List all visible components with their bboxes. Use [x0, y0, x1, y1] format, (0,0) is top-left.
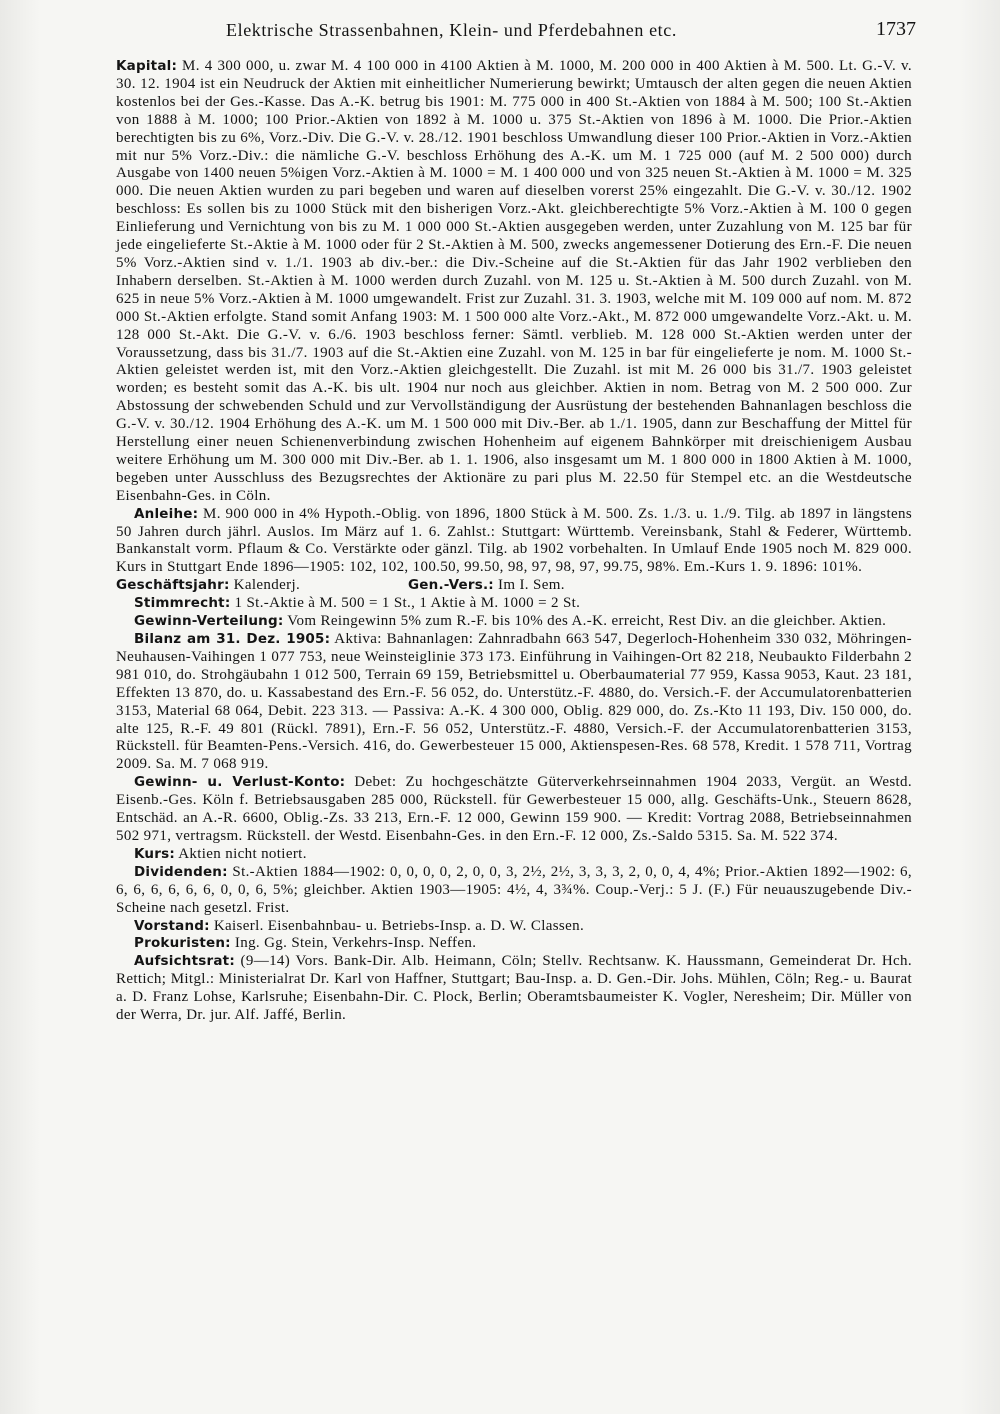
- geschaeftsjahr-genvers-row: [116, 577, 912, 595]
- running-title: Elektrische Strassenbahnen, Klein- und Pferdebahnen etc.: [226, 20, 677, 40]
- gen-vers-text: Im I. Sem.: [498, 577, 565, 594]
- prokuristen-label: Prokuristen:: [134, 935, 231, 952]
- aufsichtsrat-entry: [116, 953, 912, 1025]
- anleihe-label: Anleihe:: [134, 505, 199, 522]
- bilanz-text: Aktiva: Bahnanlagen: Zahnradbahn 663 547, Degerloch-Hohenheim 330 032, Möhringen-Neuhausen-Vaihingen 1 077 753, neue Weinsteiglinie 373 173. Einführung in Vaihingen-Ort 82 218, Neubaukto Filderbahn 2 981 010, do. Strohgäubahn 1 012 500, Terrain 69 159, Betriebsmittel u. Oberbaumaterial 77 959, Kassa 9053, Kaut. 23 181, Effekten 13 870, do. u. Kassabestand des Ern.-F. 56 052, do. Unterstütz.-F. 4880, do. Versich.-F. der Accumulatorenbatterien 3153, Material 68 064, Debit. 223 313. — Passiva: A.-K. 4 300 000, Oblig. 829 000, do. Zs.-Kto 11 193, Div. 150 000, do. alte 125, R.-F. 49 801 (Rückl. 7891), Ern.-F. 56 052, Unterstütz.-F. 4880, Versich.-F. der Accumulatorenbatterien 3153, Rückstell. für Beamten-Pens.-Versich. 416, do. Gewerbesteuer 15 000, Aktienspesen-Res. 68 578, Kredit. 1 578 711, Vortrag 2009. Sa. M. 7 068 919.: [116, 631, 912, 773]
- page-header: [116, 14, 916, 58]
- stimmrecht-entry: [116, 595, 912, 613]
- kurs-text: Aktien nicht notiert.: [178, 845, 307, 862]
- gewinn-verteilung-label: Gewinn-Verteilung:: [134, 613, 284, 630]
- geschaeftsjahr-label: Geschäftsjahr:: [116, 577, 230, 594]
- aufsichtsrat-label: Aufsichtsrat:: [134, 953, 235, 970]
- gewinn-verlust-text: Debet: Zu hochgeschätzte Güterverkehrseinnahmen 1904 2033, Vergüt. an Westd. Eisenb.-Ges. Köln f. Betriebsausgaben 285 000, Rückstell. für Gewerbesteuer 15 000, allg. Geschäfts-Unk., Steuern 8628, Entschäd. an A.-R. 6600, Oblig.-Zs. 33 213, Ern.-F. 12 000, Gewinn 159 900. — Kredit: Vortrag 2088, Betriebseinnahmen 502 971, vertragsm. Rückstell. der Westd. Eisenbahn-Ges. in den Ern.-F. 12 000, Zs.-Saldo 5315. Sa. M. 522 374.: [116, 774, 913, 844]
- anleihe-text: M. 900 000 in 4% Hypoth.-Oblig. von 1896, 1800 Stück à M. 500. Zs. 1./3. u. 1./9. Tilg. ab 1897 in längstens 50 Jahren durch jährl. Auslos. Im März auf 1. 6. Zahlst.: Stuttgart: Württemb. Vereinsbank, Stahl & Federer, Württemb. Bankanstalt vorm. Pflaum & Co. Verstärkte oder gänzl. Tilg. ab 1902 vorbehalten. In Umlauf Ende 1905 noch M. 829 000. Kurs in Stuttgart Ende 1896—1905: 102, 102, 100.50, 99.50, 98, 97, 98, 97, 99.75, 98%. Em.-Kurs 1. 9. 1896: 101%.: [116, 505, 913, 576]
- geschaeftsjahr-entry: [116, 577, 408, 595]
- kapital-entry: [116, 58, 912, 506]
- article-body: [116, 58, 912, 1025]
- kurs-label: Kurs:: [134, 845, 175, 862]
- vorstand-label: Vorstand:: [134, 917, 210, 934]
- kapital-label: Kapital:: [116, 58, 178, 74]
- gewinn-verteilung-text: Vom Reingewinn 5% zum R.-F. bis 10% des A.-K. erreicht, Rest Div. an die gleichber. Aktien.: [287, 613, 887, 630]
- gewinn-verlust-entry: [116, 774, 912, 846]
- gewinn-verlust-label: Gewinn- u. Verlust-Konto:: [134, 774, 346, 791]
- bilanz-label: Bilanz am 31. Dez. 1905:: [134, 631, 331, 647]
- dividenden-text: St.-Aktien 1884—1902: 0, 0, 0, 0, 2, 0, 0, 3, 2½, 2½, 3, 3, 3, 2, 0, 0, 4, 4%; Prior.-Aktien 1892—1902: 6, 6, 6, 6, 6, 6, 6, 0, 0, 6, 5%; gleichber. Aktien 1903—1905: 4½, 4, 3¾%. Coup.-Verj.: 5 J. (F.) Für neuauszugebende Div.-Scheine nach gesetzl. Frist.: [116, 863, 912, 916]
- page-number: 1737: [876, 18, 916, 40]
- dividenden-label: Dividenden:: [134, 863, 228, 880]
- anleihe-entry: [116, 506, 912, 578]
- kurs-entry: [116, 846, 912, 864]
- stimmrecht-label: Stimmrecht:: [134, 595, 231, 612]
- kapital-text: M. 4 300 000, u. zwar M. 4 100 000 in 4100 Aktien à M. 1000, M. 200 000 in 400 Aktien à M. 500. Lt. G.-V. v. 30. 12. 1904 ist ein Neudruck der Aktien mit einheitlicher Numerierung bewirkt; Umtausch der alten gegen die neuen Aktien kostenlos bei der Ges.-Kasse. Das A.-K. betrug bis 1901: M. 775 000 in 400 St.-Aktien von 1884 à M. 500; 100 St.-Aktien von 1888 à M. 1000; 100 Prior.-Aktien von 1892 à M. 1000 u. 375 St.-Aktien von 1896 à M. 1000. Die Prior.-Aktien berechtigten bis zu 6%, Vorz.-Div. Die G.-V. v. 28./12. 1901 beschloss Umwandlung dieser 100 Prior.-Aktien in Vorz.-Aktien mit nur 5% Vorz.-Div.: die nämliche G.-V. beschloss Erhöhung des A.-K. um M. 1 725 000 (auf M. 2 500 000) durch Ausgabe von 1400 neuen 5%igen Vorz.-Aktien à M. 1000 = M. 1 400 000 und von 325 neuen St.-Aktien à M. 1000 = M. 325 000. Die neuen Aktien wurden zu pari begeben und waren auf dieselben vorerst 25% eingezahlt. Die G.-V. v. 30./12. 1902 beschloss: Es sollen bis zu 1000 Stück mit den bisherigen Vorz.-Akt. gleichberechtigte 5% Vorz.-Aktien à M. 100 0 gegen Einlieferung und Vernichtung von bis zu M. 1 000 000 St.-Aktien ausgegeben werden, unter Zuzahlung von M. 125 bar für jede eingelieferte St.-Aktie à M. 1000 oder für 2 St.-Aktien à M. 500, zwecks angemessener Dotierung des Ern.-F. Die neuen 5% Vorz.-Aktien sind v. 1./1. 1903 ab div.-ber.: die Div.-Scheine auf die St.-Aktien für das Jahr 1902 verblieben den Inhabern derselben. St.-Aktien à M. 1000 werden durch Zuzahl. von M. 125 u. St.-Aktien à M. 500 durch Zuzahl. von M. 625 in neue 5% Vorz.-Aktien à M. 1000 umgewandelt. Frist zur Zuzahl. 31. 3. 1903, welche mit M. 109 000 auf nom. M. 872 000 St.-Aktien erfolgte. Stand somit Anfang 1903: M. 1 500 000 alte Vorz.-Akt., M. 872 000 umgewandelte Vorz.-Akt. u. M. 128 000 St.-Akt. Die G.-V. v. 6./6. 1903 beschloss ferner: Sämtl. verblieb. M. 128 000 St.-Aktien werden unter der Voraussetzung, dass bis 31./7. 1903 auf die St.-Aktien eine Zuzahl. von M. 125 in bar für eingelieferte je nom. M. 1000 St.-Aktien geleistet werden ist, mit den Vorz.-Aktien gleichgestellt. Die Zuzahl. ist mit M. 26 000 bis 31./7. 1903 geleistet worden; es besteht somit das A.-K. bis ult. 1904 nur noch aus gleichber. Aktien in nom. Betrag von M. 2 500 000. Zur Abstossung der schwebenden Schuld und zur Vervollständigung der Ausrüstung der bestehenden Bahnanlagen beschloss die G.-V. v. 30./12. 1904 Erhöhung des A.-K. um M. 1 500 000 mit Div.-Ber. ab 1./1. 1905, dann zur Beschaffung der Mittel für Herstellung einer neuen Schienenverbindung zwischen Hohenheim auf eigenem Bahnkörper mit dreischienigem Ausbau weitere Erhöhung um M. 300 000 mit Div.-Ber. ab 1. 1. 1906, also insgesamt um M. 1 800 000 in 1800 Aktien à M. 1000, begeben unter Ausschluss des Bezugsrechtes der Aktionäre zu pari plus M. 22.50 für Stempel etc. an die Westdeutsche Eisenbahn-Ges. in Cöln.: [116, 58, 913, 504]
- gen-vers-entry: [408, 577, 565, 595]
- prokuristen-text: Ing. Gg. Stein, Verkehrs-Insp. Neffen.: [234, 935, 477, 952]
- geschaeftsjahr-text: Kalenderj.: [233, 577, 301, 594]
- vorstand-entry: [116, 918, 912, 936]
- dividenden-entry: [116, 864, 912, 918]
- gen-vers-label: Gen.-Vers.:: [408, 577, 494, 594]
- bilanz-entry: [116, 631, 912, 774]
- aufsichtsrat-text: (9—14) Vors. Bank-Dir. Alb. Heimann, Cöln; Stellv. Rechtsanw. K. Haussmann, Gemeinderat Dr. Hch. Rettich; Mitgl.: Ministerialrat Dr. Karl von Haffner, Stuttgart; Bau-Insp. a. D. Gen.-Dir. Johs. Mühlen, Cöln; Reg.- u. Baurat a. D. Franz Lohse, Karlsruhe; Eisenbahn-Dir. C. Plock, Berlin; Oberamtsbaumeister K. Vogler, Neresheim; Dir. Müller von der Werra, Dr. jur. Alf. Jaffé, Berlin.: [116, 953, 913, 1024]
- stimmrecht-text: 1 St.-Aktie à M. 500 = 1 St., 1 Aktie à M. 1000 = 2 St.: [234, 595, 581, 612]
- prokuristen-entry: [116, 935, 912, 953]
- gewinn-verteilung-entry: [116, 613, 912, 631]
- vorstand-text: Kaiserl. Eisenbahnbau- u. Betriebs-Insp. a. D. W. Classen.: [213, 917, 585, 934]
